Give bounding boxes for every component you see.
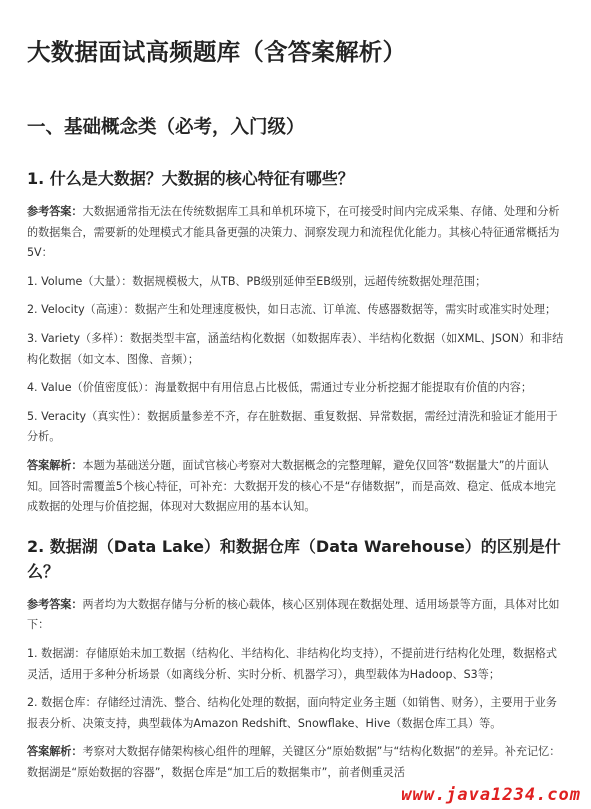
page-title: 大数据面试高频题库（含答案解析）	[27, 38, 407, 66]
watermark: www.java1234.com	[401, 785, 581, 805]
list-item: 2. 数据仓库：存储经过清洗、整合、结构化处理的数据，面向特定业务主题（如销售、财务），主要用于业务报表分析、决策支持，典型载体为Amazon Redshift、Snowflake、Hive（数据仓库工具）等。	[27, 696, 557, 730]
list-item: 1. 数据湖：存储原始未加工数据（结构化、半结构化、非结构化均支持），不提前进行结构化处理，数据格式灵活，适用于多种分析场景（如离线分析、实时分析、机器学习），典型载体为Hadoop、S3等；	[27, 646, 557, 681]
list-item: 2. Velocity（高速）：数据产生和处理速度极快，如日志流、订单流、传感器数据等，需实时或准实时处理；	[27, 303, 557, 317]
question-title: 2. 数据湖（Data Lake）和数据仓库（Data Warehouse）的区别是什么？	[27, 536, 561, 581]
answer-label: 参考答案：	[27, 205, 83, 218]
list-item: 4. Value（价值密度低）：海量数据中有用信息占比极低，需通过专业分析挖掘才能提取有价值的内容；	[27, 381, 532, 395]
analysis-text: 本题为基础送分题，面试官核心考察对大数据概念的完整理解，避免仅回答“数据量大”的片面认知。回答时需覆盖5个核心特征，可补充：大数据开发的核心不是“存储数据”，而是高效、稳定、低成本地完成数据的处理与价值挖掘，体现对大数据应用的基本认知。	[27, 458, 556, 514]
analysis-text: 考察对大数据存储架构核心组件的理解，关键区分“原始数据”与“结构化数据”的差异。补充记忆：数据湖是“原始数据的容器”，数据仓库是“加工后的数据集市”，前者侧重灵活	[27, 745, 561, 779]
analysis-label: 答案解析：	[27, 458, 83, 472]
analysis-paragraph	[27, 456, 564, 518]
answer-paragraph	[27, 595, 564, 636]
list-item: 5. Veracity（真实性）：数据质量参差不齐，存在脏数据、重复数据、异常数据，需经过清洗和验证才能用于分析。	[27, 409, 558, 444]
question-1	[27, 166, 564, 518]
question-title: 1. 什么是大数据？大数据的核心特征有哪些？	[27, 169, 354, 188]
answer-label: 参考答案：	[27, 597, 83, 611]
list-item: 1. Volume（大量）：数据规模极大，从TB、PB级别延伸至EB级别，远超传统数据处理范围；	[27, 274, 487, 288]
answer-text: 两者均为大数据存储与分析的核心载体，核心区别体现在数据处理、适用场景等方面，具体对比如下：	[27, 597, 560, 632]
analysis-label: 答案解析：	[27, 745, 83, 759]
question-2	[27, 534, 564, 784]
analysis-paragraph	[27, 742, 564, 783]
answer-paragraph	[27, 202, 564, 264]
answer-text: 大数据通常指无法在传统数据库工具和单机环境下，在可接受时间内完成采集、存储、处理和分析的数据集合，需要新的处理模式才能具备更强的决策力、洞察发现力和流程优化能力。其核心特征通常概括为5V：	[27, 205, 560, 260]
section-heading: 一、基础概念类（必考，入门级）	[27, 117, 305, 138]
list-item: 3. Variety（多样）：数据类型丰富，涵盖结构化数据（如数据库表）、半结构化数据（如XML、JSON）和非结构化数据（如文本、图像、音频）；	[27, 331, 564, 366]
